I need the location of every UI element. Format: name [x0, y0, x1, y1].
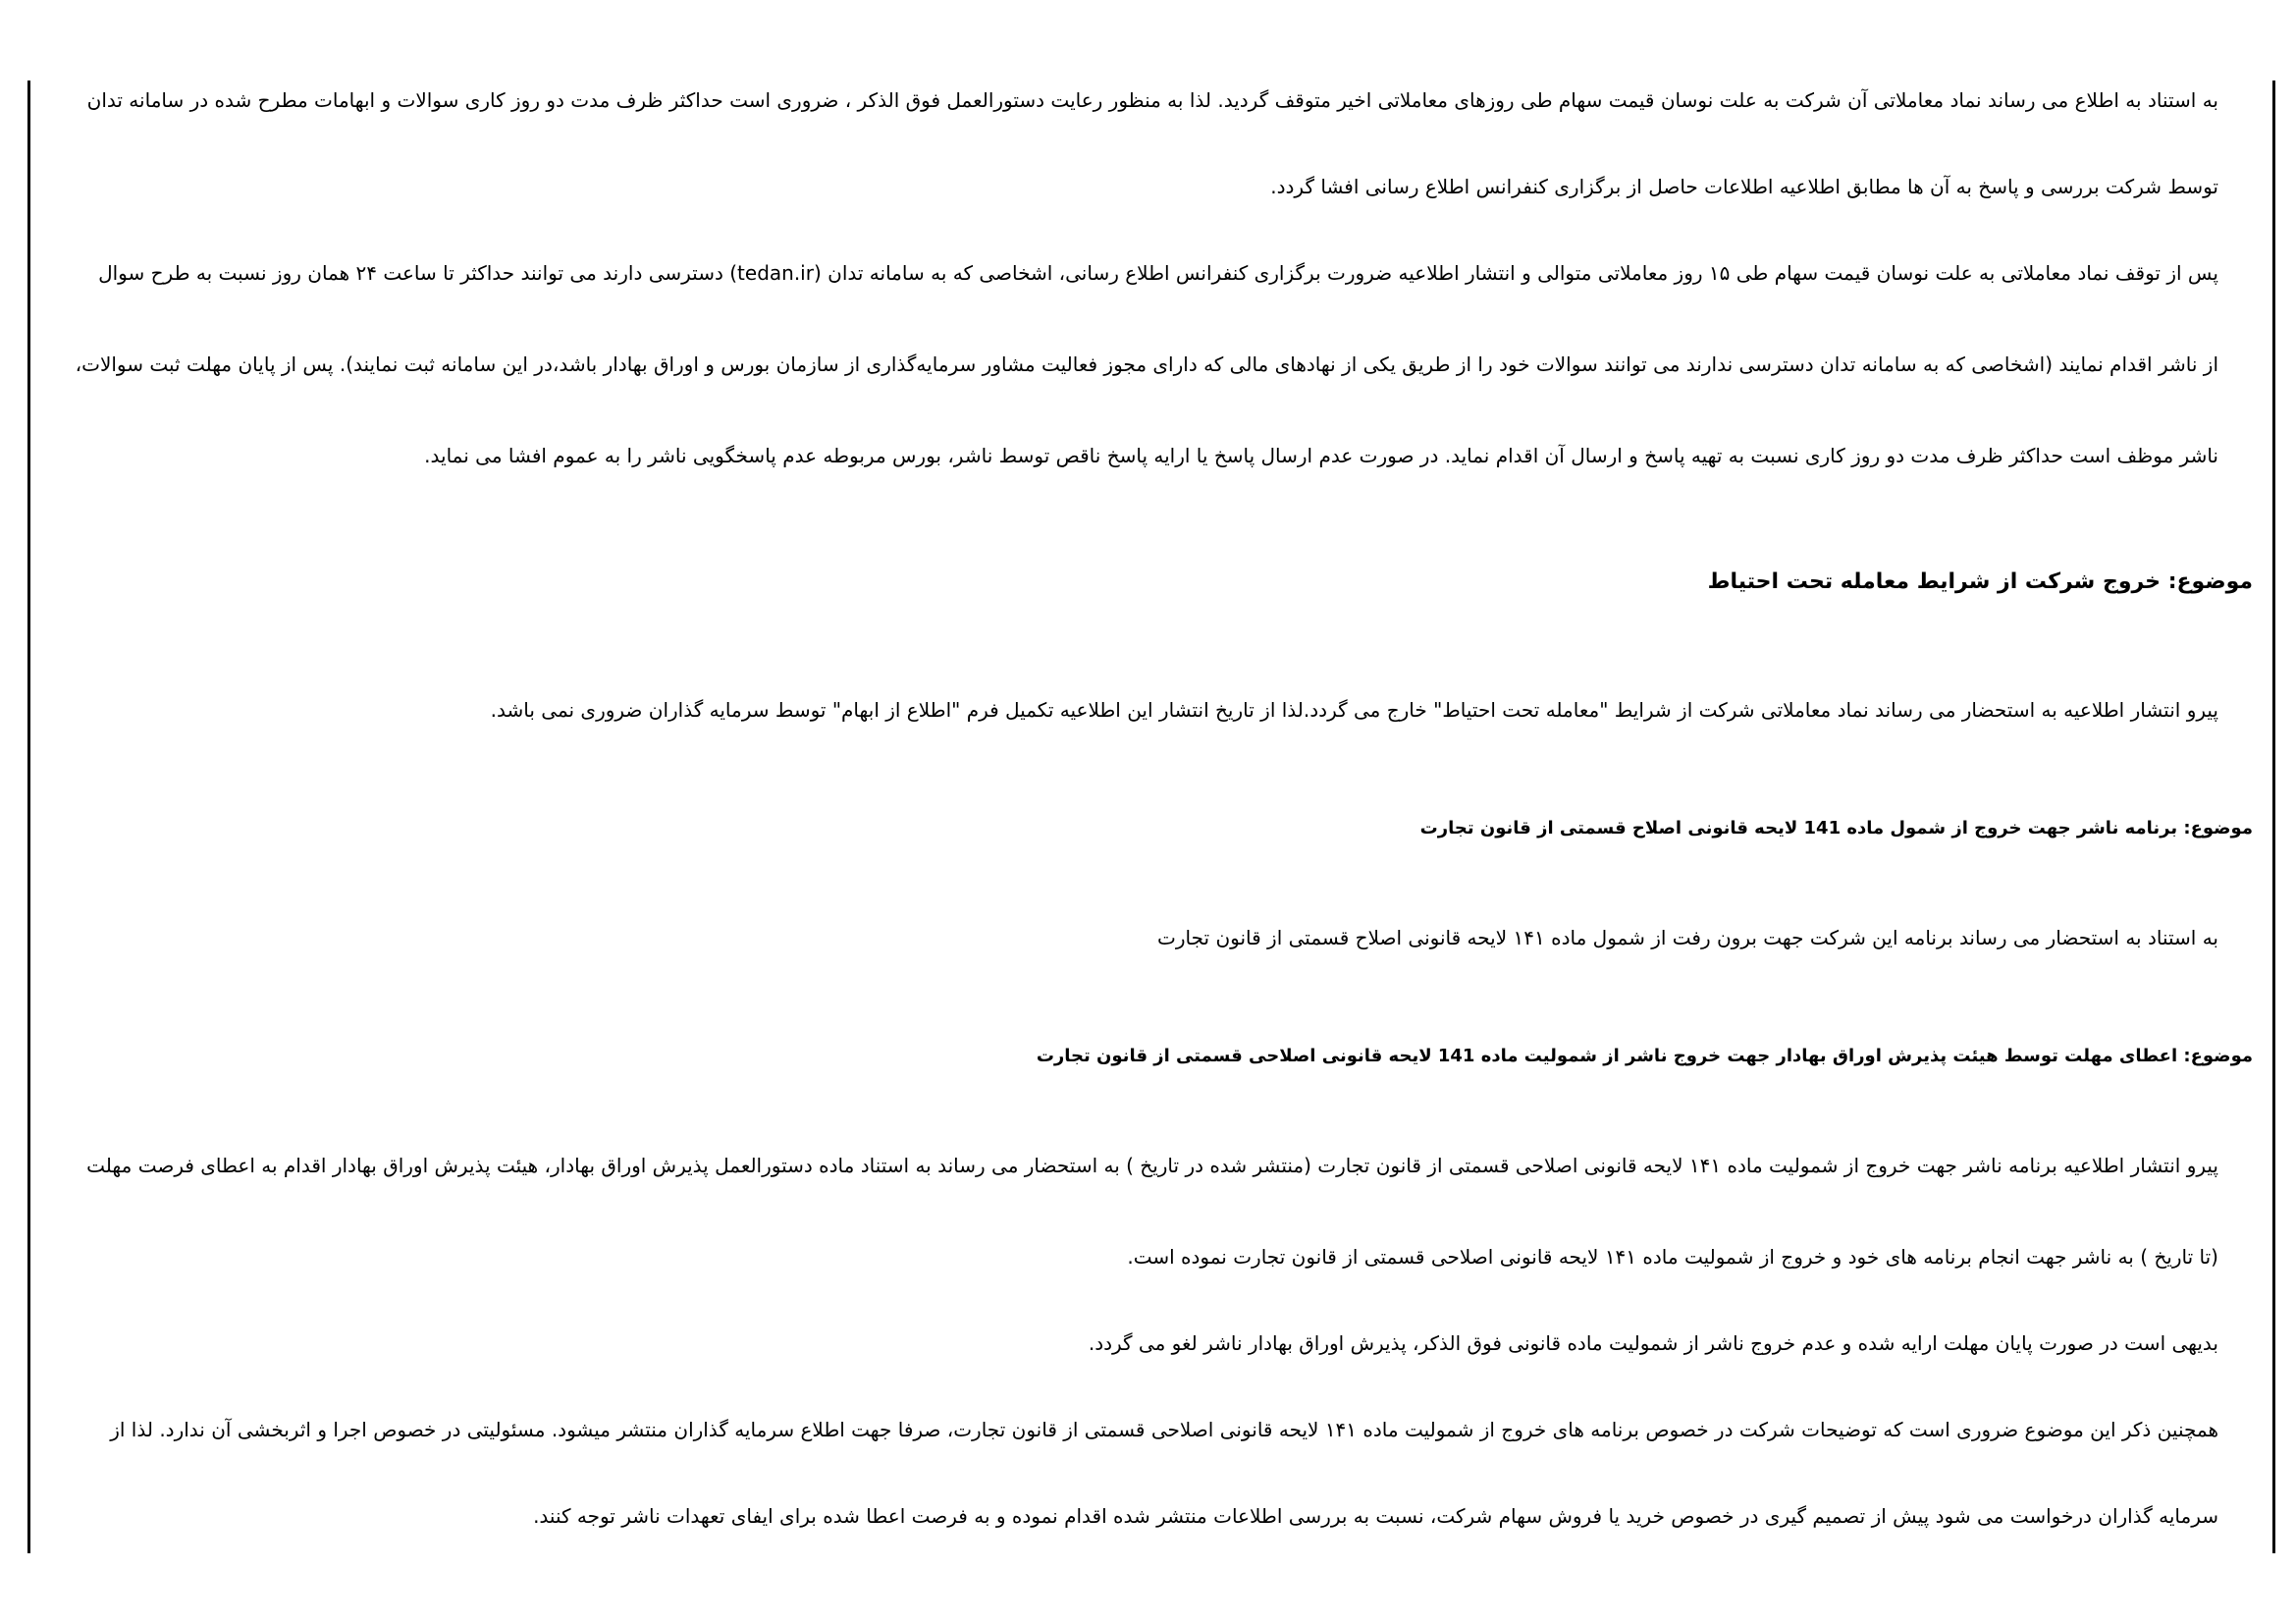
paragraph-line: ناشر موظف است حداکثر ظرف مدت دو روز کاری نسبت به تهیه پاسخ و ارسال آن اقدام نماید. در صورت عدم ارسال پاسخ یا ارایه پاسخ ناقص توسط ناشر، بورس مربوطه عدم پاسخگویی ناشر را به عموم افشا می نماید. — [424, 444, 2218, 467]
left-margin-rule — [27, 81, 30, 1553]
section-heading: موضوع: برنامه ناشر جهت خروج از شمول ماده 141 لایحه قانونی اصلاح قسمتی از قانون تجارت — [1419, 818, 2253, 839]
paragraph-line: پیرو انتشار اطلاعیه به استحضار می رساند نماد معاملاتی شرکت از شرایط "معامله تحت احتیاط" خارج می گردد.لذا از تاریخ انتشار این اطلاعیه تکمیل فرم "اطلاع از ابهام" توسط سرمایه گذاران ضروری نمی باشد. — [490, 698, 2218, 722]
paragraph-line: همچنین ذکر این موضوع ضروری است که توضیحات شرکت در خصوص برنامه های خروج از شمولیت ماده ۱۴۱ لایحه قانونی اصلاحی قسمتی از قانون تجارت، صرفا جهت اطلاع سرمایه گذاران منتشر میشود. مسئولیتی در خصوص اجرا و اثربخشی آن ندارد. لذا از — [110, 1418, 2218, 1441]
paragraph-line: به استناد به استحضار می رساند برنامه این شرکت جهت برون رفت از شمول ماده ۱۴۱ لایحه قانونی اصلاح قسمتی از قانون تجارت — [1157, 926, 2218, 949]
paragraph-line: پس از توقف نماد معاملاتی به علت نوسان قیمت سهام طی ۱۵ روز معاملاتی متوالی و انتشار اطلاعیه ضرورت برگزاری کنفرانس اطلاع رسانی، اشخاصی که به سامانه تدان (tedan.ir) دسترسی دارند می توانند حداکثر تا ساعت ۲۴ همان روز نسبت به طرح سوال — [98, 261, 2218, 285]
paragraph-line: به استناد به اطلاع می رساند نماد معاملاتی آن شرکت به علت نوسان قیمت سهام طی روزهای معاملاتی اخیر متوقف گردید. لذا به منظور رعایت دستورالعمل فوق الذکر ، ضروری است حداکثر ظرف مدت دو روز کاری سوالات و ابهامات مطرح شده در سامانه تدان — [86, 88, 2218, 112]
right-margin-rule — [2272, 81, 2275, 1553]
paragraph-line: سرمایه گذاران درخواست می شود پیش از تصمیم گیری در خصوص خرید یا فروش سهام شرکت، نسبت به بررسی اطلاعات منتشر شده اقدام نموده و به فرصت اعطا شده برای ایفای تعهدات ناشر توجه کنند. — [533, 1504, 2218, 1528]
paragraph-line: بدیهی است در صورت پایان مهلت ارایه شده و عدم خروج ناشر از شمولیت ماده قانونی فوق الذکر، پذیرش اوراق بهادار ناشر لغو می گردد. — [1088, 1331, 2218, 1355]
paragraph-line: از ناشر اقدام نمایند (اشخاصی که به سامانه تدان دسترسی ندارند می توانند سوالات خود را از طریق یکی از نهادهای مالی که دارای مجوز فعالیت مشاور سرمایه‌گذاری از سازمان بورس و اوراق بهادار باشد،در این سامانه ثبت نمایند). پس از پایان مهلت ثبت سوالات، — [75, 352, 2218, 376]
paragraph-line: توسط شرکت بررسی و پاسخ به آن ها مطابق اطلاعیه اطلاعات حاصل از برگزاری کنفرانس اطلاع رسانی افشا گردد. — [1270, 175, 2218, 198]
paragraph-line: پیرو انتشار اطلاعیه برنامه ناشر جهت خروج از شمولیت ماده ۱۴۱ لایحه قانونی اصلاحی قسمتی از قانون تجارت (منتشر شده در تاریخ ) به استحضار می رساند به استناد ماده دستورالعمل پذیرش اوراق بهادار، هیئت پذیرش اوراق بهادار اقدام به اعطای فرصت مهلت — [86, 1154, 2218, 1177]
paragraph-line: (تا تاریخ ) به ناشر جهت انجام برنامه های خود و خروج از شمولیت ماده ۱۴۱ لایحه قانونی اصلاحی قسمتی از قانون تجارت نموده است. — [1127, 1245, 2218, 1269]
document-body — [75, 0, 2253, 1623]
section-heading: موضوع: اعطای مهلت توسط هیئت پذیرش اوراق بهادار جهت خروج ناشر از شمولیت ماده 141 لایحه قانونی اصلاحی قسمتی از قانون تجارت — [1036, 1046, 2253, 1066]
section-heading: موضوع: خروج شرکت از شرایط معامله تحت احتیاط — [1707, 569, 2253, 594]
